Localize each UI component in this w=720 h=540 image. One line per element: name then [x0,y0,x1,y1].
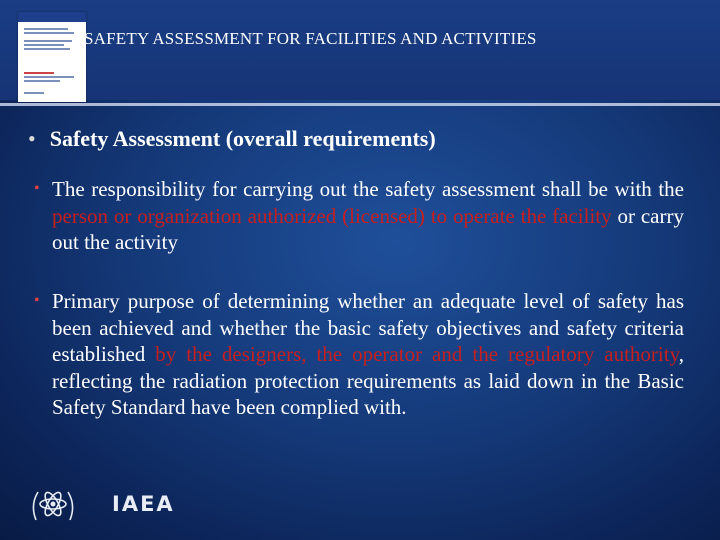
bullet-icon: • [28,126,36,151]
main-heading [28,126,436,152]
atom-emblem-icon [28,480,78,530]
logo-text: IAEA [112,492,175,516]
header-band [0,0,720,100]
header-divider [0,103,720,106]
bullet-icon: • [34,292,40,309]
bullet-highlight: person or organization authorized (licensed) to operate the facility [52,203,612,228]
bullet-text: The responsibility for carrying out the safety assessment shall be with the [52,177,684,201]
heading-text: Safety Assessment (overall requirements) [49,126,436,151]
bullet-responsibility [34,176,684,256]
publication-cover-image [18,12,86,102]
bullet-text: or carry out the activity [52,203,684,254]
bullet-text: , reflecting the radiation protection requirements as laid down in the Basic Safety Standard have been complied with. [52,342,684,419]
bullet-icon: • [34,180,40,197]
page-title: SAFETY ASSESSMENT FOR FACILITIES AND ACTIVITIES [84,29,537,48]
bullet-text: Primary purpose of determining whether an adequate level of safety has been achieved and whether the basic safety objectives and safety criteria established [52,289,684,366]
bullet-highlight: by the designers, the operator and the regulatory authority [155,342,679,366]
bullet-primary-purpose [34,288,684,421]
